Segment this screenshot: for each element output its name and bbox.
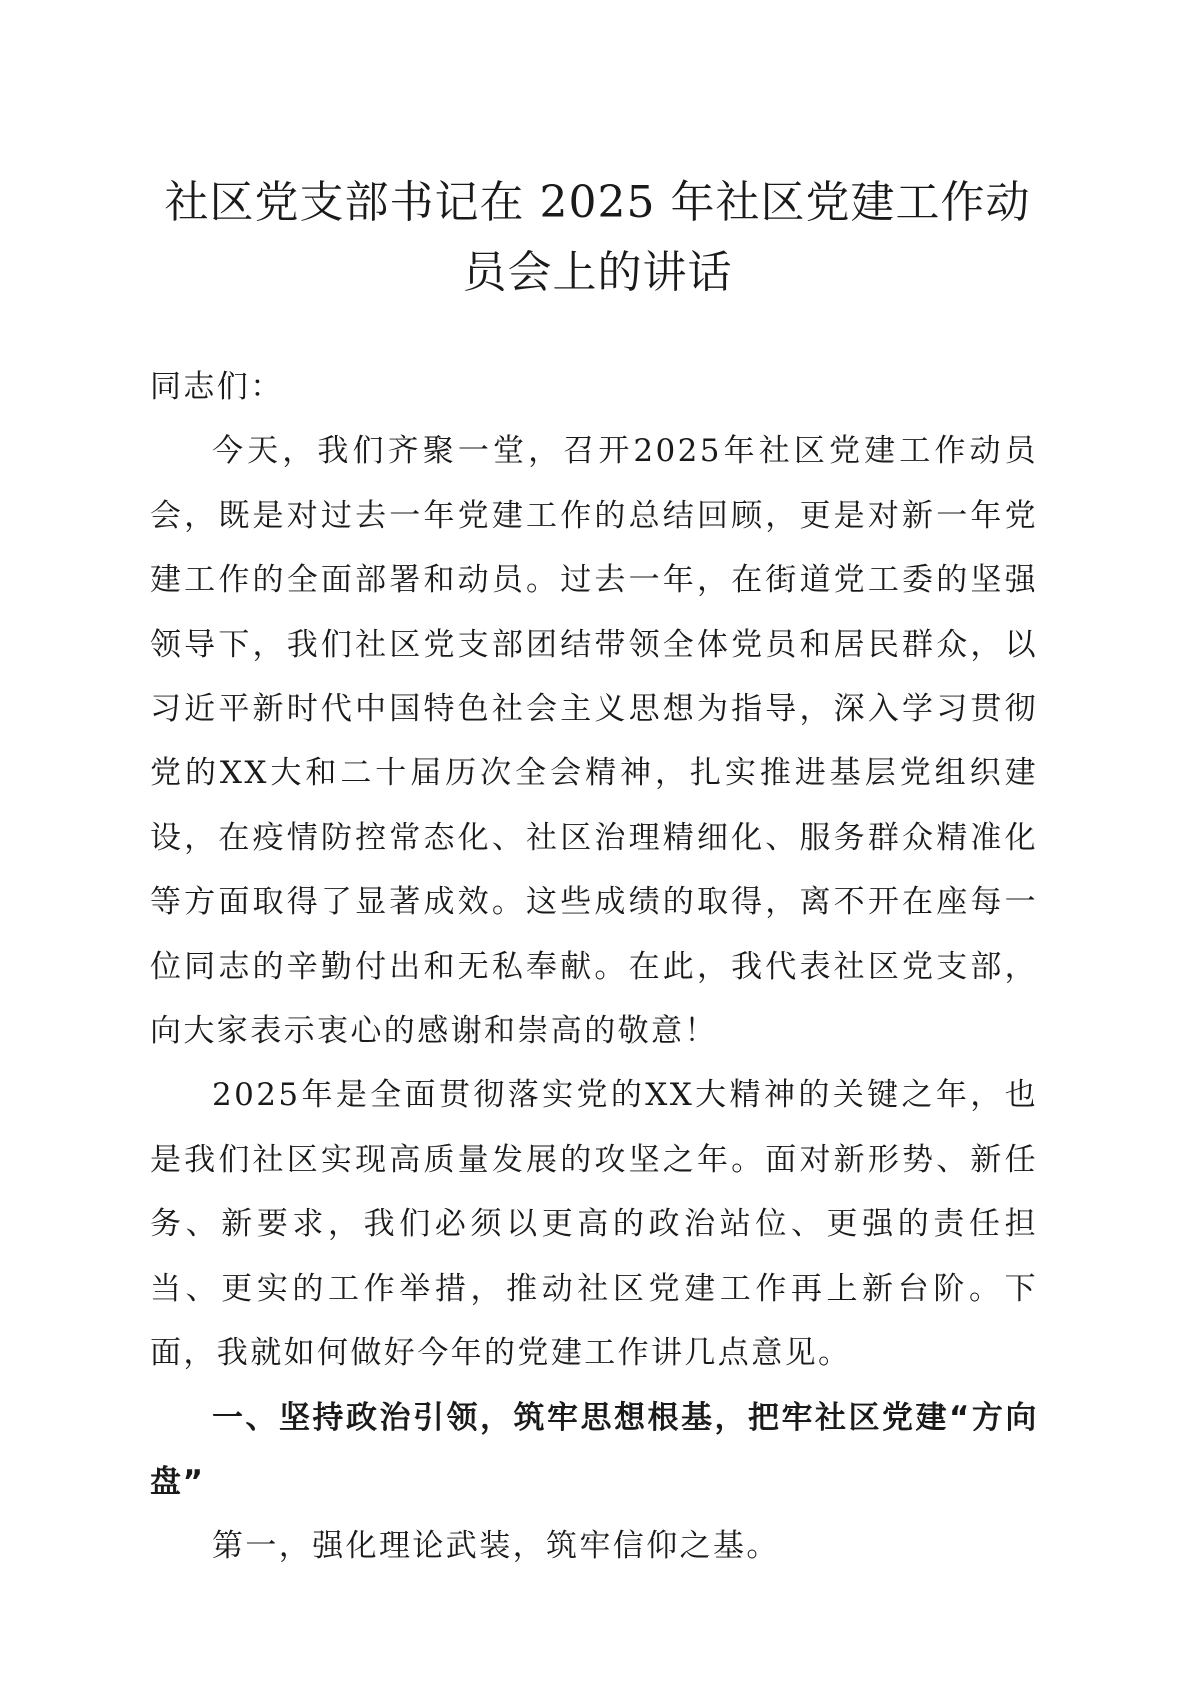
document-body [150, 355, 1038, 1579]
section-heading: 一、坚持政治引领，筑牢思想根基，把牢社区党建“方向盘” [150, 1399, 1038, 1500]
subsection-heading: 第一，强化理论武装，筑牢信仰之基。 [212, 1528, 780, 1565]
salutation: 同志们： [150, 369, 284, 405]
paragraph-2025-overview: 2025年是全面贯彻落实党的XX大精神的关键之年，也是我们社区实现高质量发展的攻坚之年。面对新形势、新任务、新要求，我们必须以更高的政治站位、更强的责任担当、更实的工作举措，推动社区党建工作再上新台阶。下面，我就如何做好今年的党建工作讲几点意见。 [150, 1077, 1038, 1372]
document-title: 社区党支部书记在 2025 年社区党建工作动员会上的讲话 [164, 177, 1031, 298]
paragraph-opening: 今天，我们齐聚一堂，召开2025年社区党建工作动员会，既是对过去一年党建工作的总结回顾，更是对新一年党建工作的全面部署和动员。过去一年，在街道党工委的坚强领导下，我们社区党支部团结带领全体党员和居民群众，以习近平新时代中国特色社会主义思想为指导，深入学习贯彻党的XX大和二十届历次全会精神，扎实推进基层党组织建设，在疫情防控常态化、社区治理精细化、服务群众精准化等方面取得了显著成效。这些成绩的取得，离不开在座每一位同志的辛勤付出和无私奉献。在此，我代表社区党支部，向大家表示衷心的感谢和崇高的敬意！ [150, 433, 1038, 1050]
